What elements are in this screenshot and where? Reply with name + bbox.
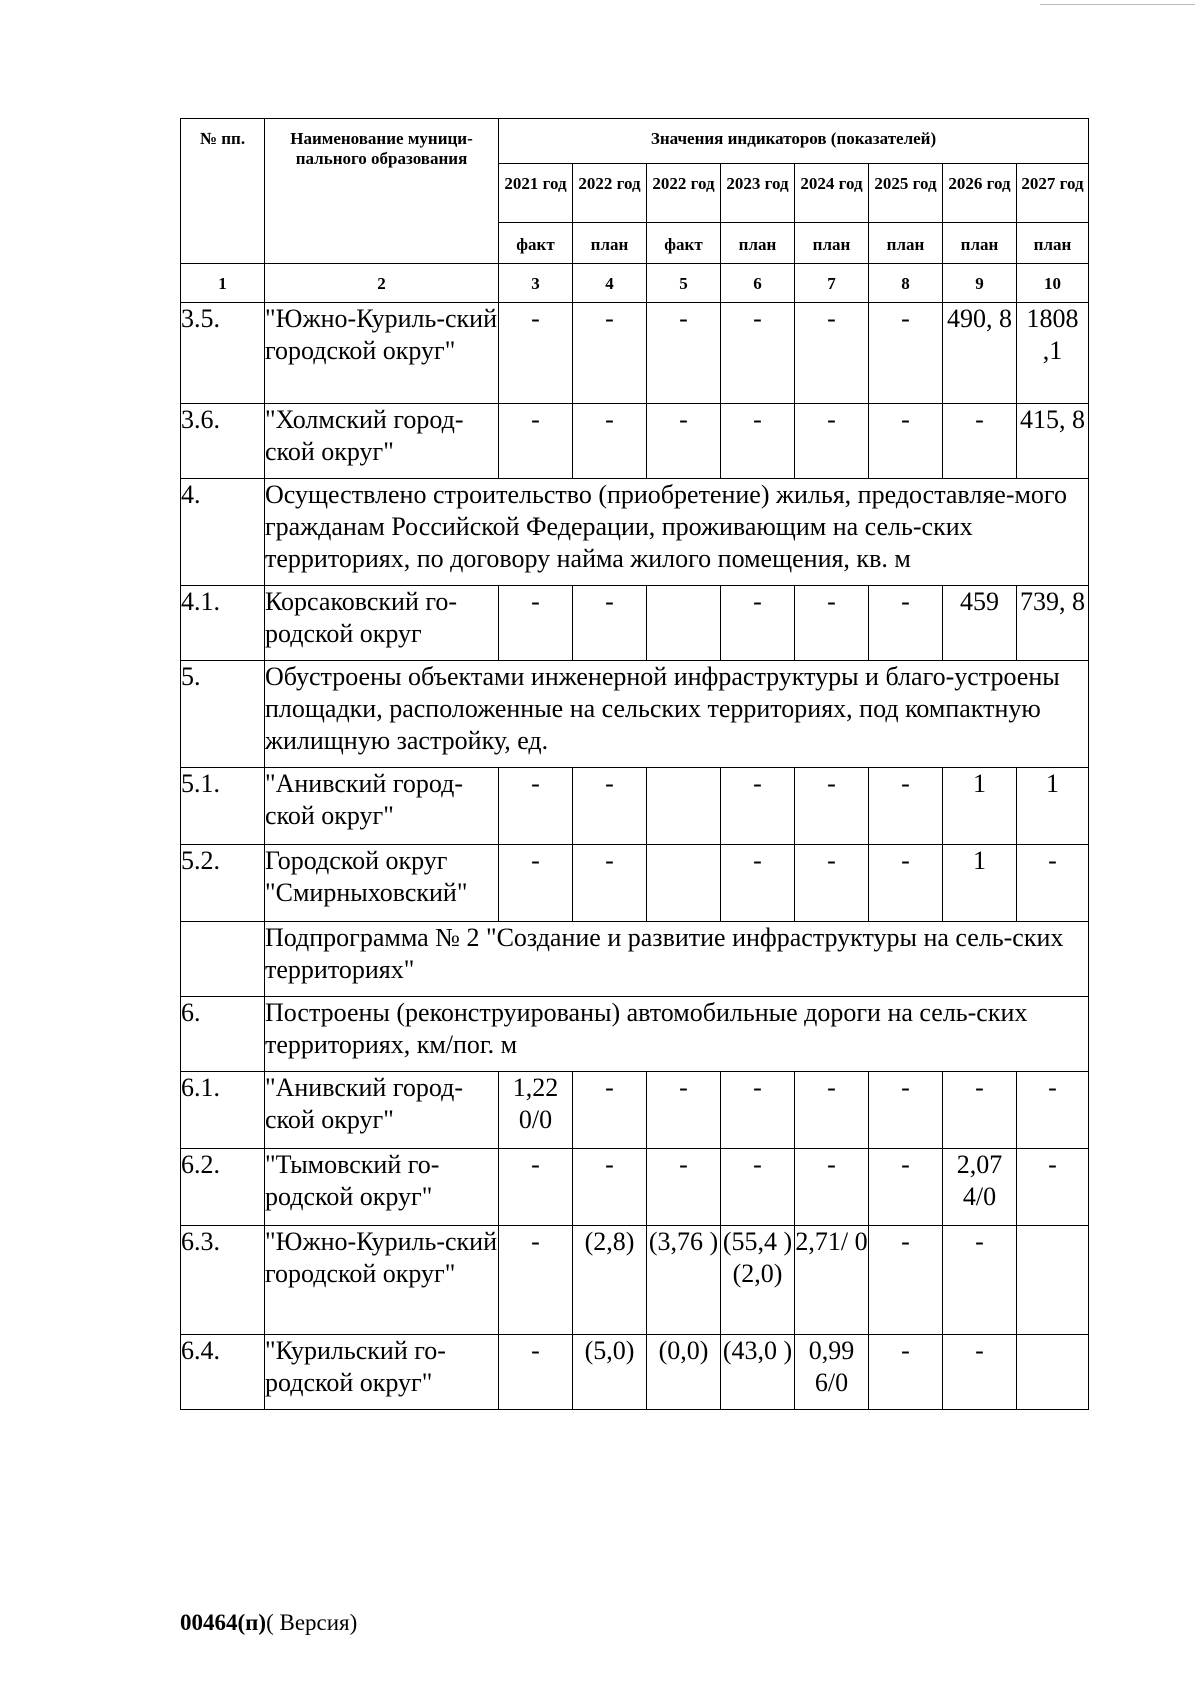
value-cell: - xyxy=(499,845,573,922)
section-description: Обустроены объектами инженерной инфраструктуры и благо-устроены площадки, расположенные на сельских территориях, под компактную жилищную застройку, ед. xyxy=(265,661,1089,768)
value-cell: - xyxy=(943,404,1017,479)
value-cell: - xyxy=(647,303,721,404)
table-row xyxy=(181,404,1089,479)
row-number: 4. xyxy=(181,479,265,586)
municipality-name: "Анивский город-ской округ" xyxy=(265,1072,499,1149)
municipality-name: Корсаковский го-родской округ xyxy=(265,586,499,661)
col-number-9: 9 xyxy=(943,264,1017,303)
row-number: 3.5. xyxy=(181,303,265,404)
table-row xyxy=(181,1072,1089,1149)
municipality-name: "Холмский город-ской округ" xyxy=(265,404,499,479)
value-cell: - xyxy=(721,1149,795,1226)
value-cell: 1808 ,1 xyxy=(1017,303,1089,404)
value-cell: (43,0 ) xyxy=(721,1335,795,1410)
type-col-9: план xyxy=(943,223,1017,264)
type-col-10: план xyxy=(1017,223,1089,264)
year-col-3: 2021 год xyxy=(499,164,573,223)
row-number: 4.1. xyxy=(181,586,265,661)
value-cell: - xyxy=(869,1149,943,1226)
col-number-3: 3 xyxy=(499,264,573,303)
value-cell: - xyxy=(499,303,573,404)
row-number xyxy=(181,922,265,997)
document-code: 00464(п) xyxy=(180,1610,267,1635)
value-cell: - xyxy=(943,1226,1017,1335)
section-description: Построены (реконструированы) автомобильные дороги на сель-ских территориях, км/пог. м xyxy=(265,997,1089,1072)
indicators-table xyxy=(180,118,1089,1410)
value-cell: - xyxy=(573,303,647,404)
value-cell: - xyxy=(795,1072,869,1149)
value-cell: - xyxy=(869,1072,943,1149)
municipality-name: "Курильский го-родской округ" xyxy=(265,1335,499,1410)
header-no: № пп. xyxy=(181,119,265,264)
value-cell: 2,07 4/0 xyxy=(943,1149,1017,1226)
value-cell: - xyxy=(499,768,573,845)
row-number: 6.4. xyxy=(181,1335,265,1410)
municipality-name: "Анивский город-ской округ" xyxy=(265,768,499,845)
row-number: 6.1. xyxy=(181,1072,265,1149)
municipality-name: Городской округ "Смирныховский" xyxy=(265,845,499,922)
year-col-10: 2027 год xyxy=(1017,164,1089,223)
year-col-8: 2025 год xyxy=(869,164,943,223)
col-number-4: 4 xyxy=(573,264,647,303)
municipality-name: "Южно-Куриль-ский городской округ" xyxy=(265,303,499,404)
value-cell: - xyxy=(721,845,795,922)
value-cell: - xyxy=(499,404,573,479)
year-col-9: 2026 год xyxy=(943,164,1017,223)
municipality-name: "Тымовский го-родской округ" xyxy=(265,1149,499,1226)
value-cell: 2,71/ 0 xyxy=(795,1226,869,1335)
value-cell: 1 xyxy=(1017,768,1089,845)
value-cell: - xyxy=(721,404,795,479)
col-number-2: 2 xyxy=(265,264,499,303)
value-cell: - xyxy=(573,586,647,661)
col-number-10: 10 xyxy=(1017,264,1089,303)
year-col-7: 2024 год xyxy=(795,164,869,223)
value-cell: - xyxy=(943,1072,1017,1149)
col-number-8: 8 xyxy=(869,264,943,303)
year-col-6: 2023 год xyxy=(721,164,795,223)
value-cell: - xyxy=(795,768,869,845)
section-row xyxy=(181,479,1089,586)
value-cell: - xyxy=(869,404,943,479)
value-cell: - xyxy=(573,768,647,845)
value-cell: - xyxy=(721,303,795,404)
value-cell: 1,22 0/0 xyxy=(499,1072,573,1149)
value-cell: - xyxy=(869,586,943,661)
row-number: 6.2. xyxy=(181,1149,265,1226)
value-cell xyxy=(1017,1226,1089,1335)
row-number: 5.2. xyxy=(181,845,265,922)
value-cell: 1 xyxy=(943,768,1017,845)
value-cell: - xyxy=(573,404,647,479)
row-number: 5. xyxy=(181,661,265,768)
value-cell xyxy=(647,768,721,845)
value-cell: - xyxy=(499,1335,573,1410)
subprogram-title: Подпрограмма № 2 "Создание и развитие инфраструктуры на сель-ских территориях" xyxy=(265,922,1089,997)
table-row xyxy=(181,845,1089,922)
value-cell: - xyxy=(721,586,795,661)
subprogram-row xyxy=(181,922,1089,997)
value-cell xyxy=(1017,1335,1089,1410)
table-row xyxy=(181,586,1089,661)
type-col-6: план xyxy=(721,223,795,264)
type-col-8: план xyxy=(869,223,943,264)
row-number: 6. xyxy=(181,997,265,1072)
value-cell: (55,4 ) (2,0) xyxy=(721,1226,795,1335)
value-cell: - xyxy=(1017,845,1089,922)
value-cell: - xyxy=(1017,1149,1089,1226)
col-number-5: 5 xyxy=(647,264,721,303)
value-cell: - xyxy=(943,1335,1017,1410)
table-row xyxy=(181,1226,1089,1335)
value-cell: 0,99 6/0 xyxy=(795,1335,869,1410)
header-values: Значения индикаторов (показателей) xyxy=(499,119,1089,164)
value-cell: 739, 8 xyxy=(1017,586,1089,661)
value-cell: - xyxy=(647,1072,721,1149)
value-cell: - xyxy=(869,1226,943,1335)
table-row xyxy=(181,768,1089,845)
header-name: Наименование муници-пального образования xyxy=(265,119,499,264)
value-cell: - xyxy=(1017,1072,1089,1149)
table-row xyxy=(181,303,1089,404)
row-number: 6.3. xyxy=(181,1226,265,1335)
section-row xyxy=(181,997,1089,1072)
value-cell: (2,8) xyxy=(573,1226,647,1335)
value-cell: 1 xyxy=(943,845,1017,922)
value-cell: - xyxy=(795,404,869,479)
value-cell: - xyxy=(795,845,869,922)
value-cell: - xyxy=(721,768,795,845)
value-cell: - xyxy=(795,586,869,661)
value-cell: (0,0) xyxy=(647,1335,721,1410)
document-version: ( Версия) xyxy=(266,1610,358,1635)
value-cell: - xyxy=(869,845,943,922)
value-cell: 415, 8 xyxy=(1017,404,1089,479)
value-cell: - xyxy=(869,303,943,404)
col-number-1: 1 xyxy=(181,264,265,303)
value-cell: - xyxy=(499,1226,573,1335)
value-cell: - xyxy=(499,586,573,661)
value-cell xyxy=(647,586,721,661)
value-cell: - xyxy=(869,768,943,845)
section-row xyxy=(181,661,1089,768)
col-number-7: 7 xyxy=(795,264,869,303)
value-cell: - xyxy=(795,303,869,404)
value-cell: (5,0) xyxy=(573,1335,647,1410)
value-cell xyxy=(647,845,721,922)
type-col-3: факт xyxy=(499,223,573,264)
value-cell: 490, 8 xyxy=(943,303,1017,404)
col-number-6: 6 xyxy=(721,264,795,303)
municipality-name: "Южно-Куриль-ский городской округ" xyxy=(265,1226,499,1335)
value-cell: - xyxy=(573,845,647,922)
row-number: 3.6. xyxy=(181,404,265,479)
type-col-4: план xyxy=(573,223,647,264)
section-description: Осуществлено строительство (приобретение) жилья, предоставляе-мого гражданам Российской Федерации, проживающим на сель-ских территориях, по договору найма жилого помещения, кв. м xyxy=(265,479,1089,586)
value-cell: - xyxy=(795,1149,869,1226)
value-cell: 459 xyxy=(943,586,1017,661)
type-col-5: факт xyxy=(647,223,721,264)
row-number: 5.1. xyxy=(181,768,265,845)
value-cell: (3,76 ) xyxy=(647,1226,721,1335)
value-cell: - xyxy=(573,1072,647,1149)
year-col-5: 2022 год xyxy=(647,164,721,223)
top-edge-line xyxy=(1040,4,1195,5)
table-row xyxy=(181,1335,1089,1410)
year-col-4: 2022 год xyxy=(573,164,647,223)
value-cell: - xyxy=(573,1149,647,1226)
value-cell: - xyxy=(499,1149,573,1226)
table-row xyxy=(181,1149,1089,1226)
value-cell: - xyxy=(647,1149,721,1226)
document-footer xyxy=(180,1610,357,1636)
value-cell: - xyxy=(721,1072,795,1149)
type-col-7: план xyxy=(795,223,869,264)
value-cell: - xyxy=(869,1335,943,1410)
value-cell: - xyxy=(647,404,721,479)
